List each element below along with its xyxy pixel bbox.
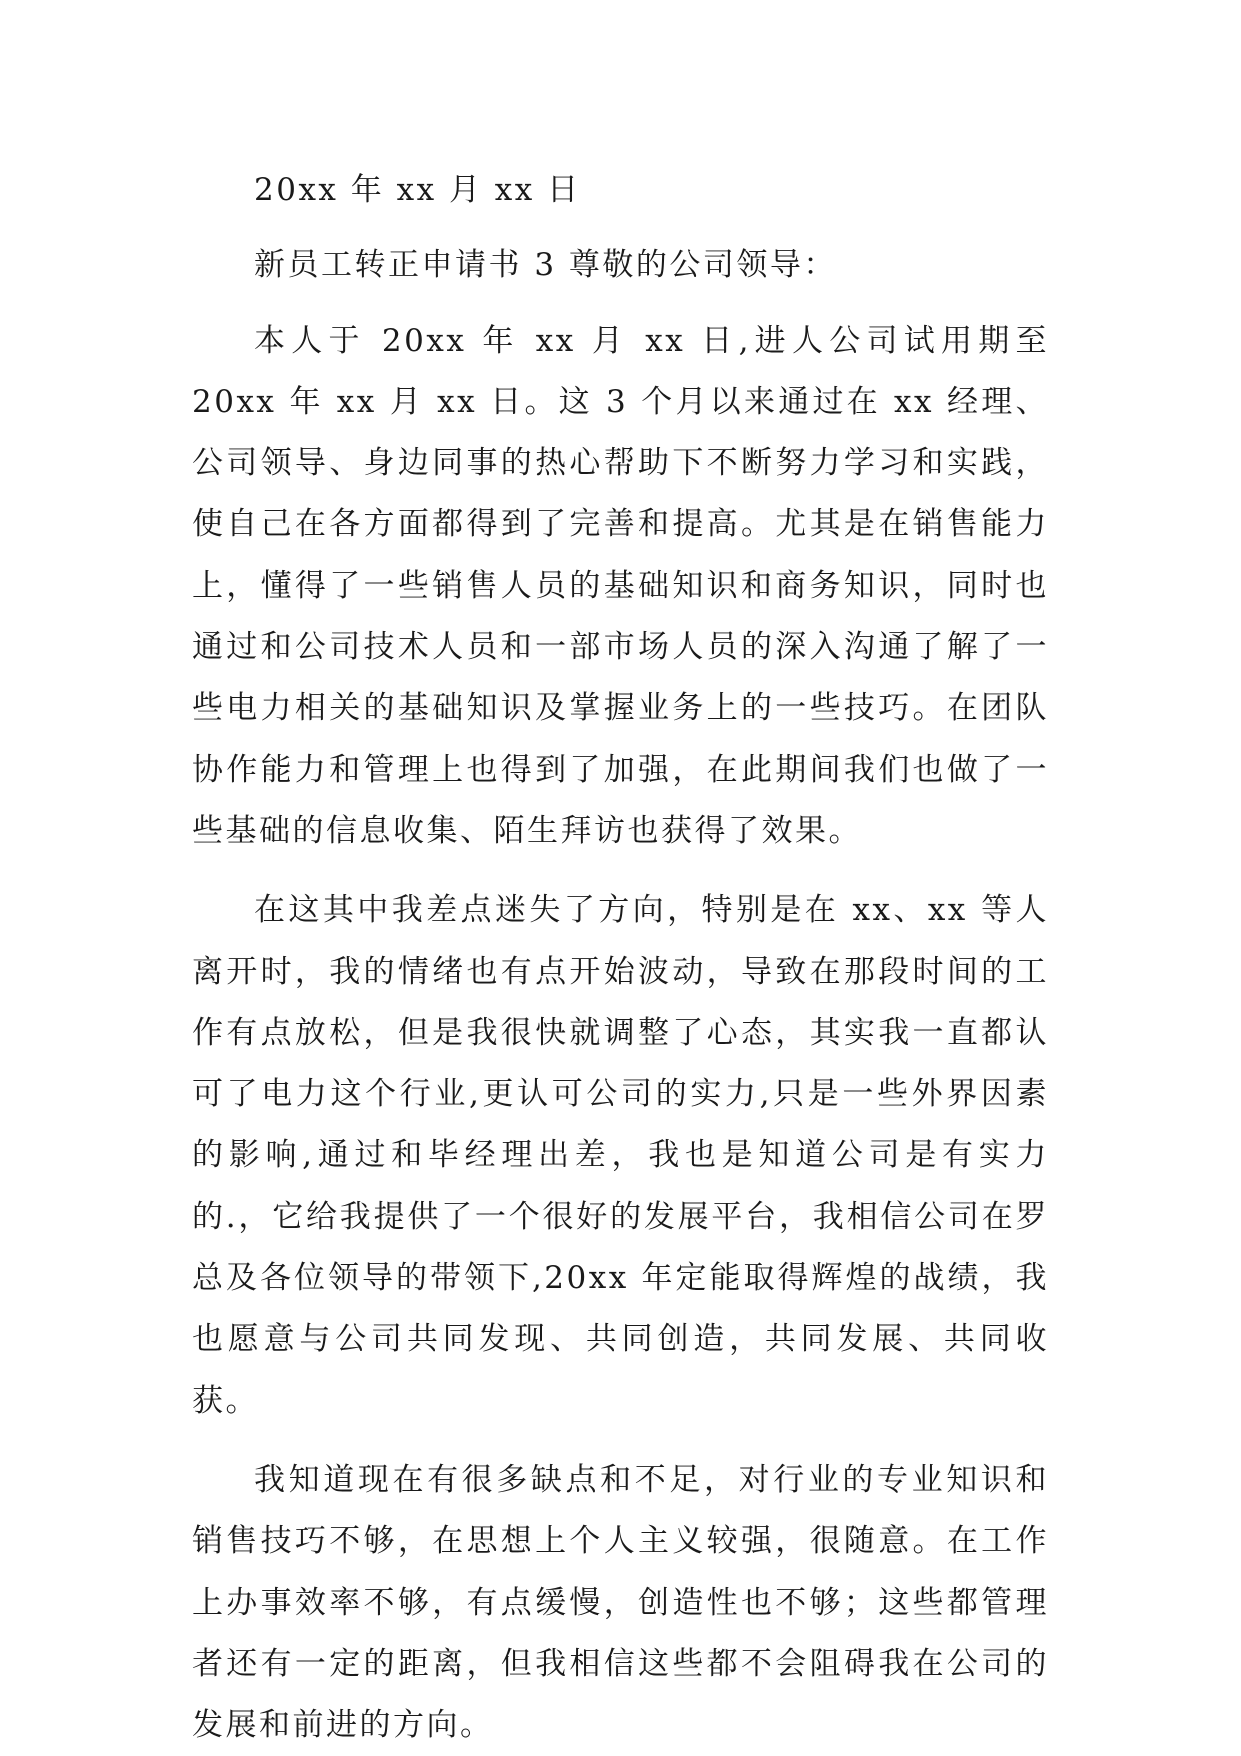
date-line: 20xx 年 xx 月 xx 日 xyxy=(254,172,581,208)
body-paragraph-3: 我知道现在有很多缺点和不足，对行业的专业知识和销售技巧不够，在思想上个人主义较强，很随意。在工作上办事效率不够，有点缓慢，创造性也不够；这些都管理者还有一定的距离，但我相信这些都不会阻碍我在公司的发展和前进的方向。 xyxy=(192,1461,1049,1744)
body-paragraph-2: 在这其中我差点迷失了方向，特别是在 xx、xx 等人离开时，我的情绪也有点开始波动，导致在那段时间的工作有点放松，但是我很快就调整了心态，其实我一直都认可了电力这个行业,更认可公司的实力,只是一些外界因素的影响,通过和毕经理出差，我也是知道公司是有实力的.，它给我提供了一个很好的发展平台，我相信公司在罗总及各位领导的带领下,20xx 年定能取得辉煌的战绩，我也愿意与公司共同发现、共同创造，共同发展、共同收获。 xyxy=(192,892,1049,1419)
heading-line: 新员工转正申请书 3 尊敬的公司领导： xyxy=(254,247,837,284)
document-page xyxy=(192,0,1049,1754)
body-paragraph-1: 本人于 20xx 年 xx 月 xx 日,进人公司试用期至 20xx 年 xx 月 xx 日。这 3 个月以来通过在 xx 经理、公司领导、身边同事的热心帮助下不断努力学习和实践，使自己在各方面都得到了完善和提高。尤其是在销售能力上，懂得了一些销售人员的基础知识和商务知识，同时也通过和公司技术人员和一部市场人员的深入沟通了解了一些电力相关的基础知识及掌握业务上的一些技巧。在团队协作能力和管理上也得到了加强，在此期间我们也做了一些基础的信息收集、陌生拜访也获得了效果。 xyxy=(192,322,1049,849)
